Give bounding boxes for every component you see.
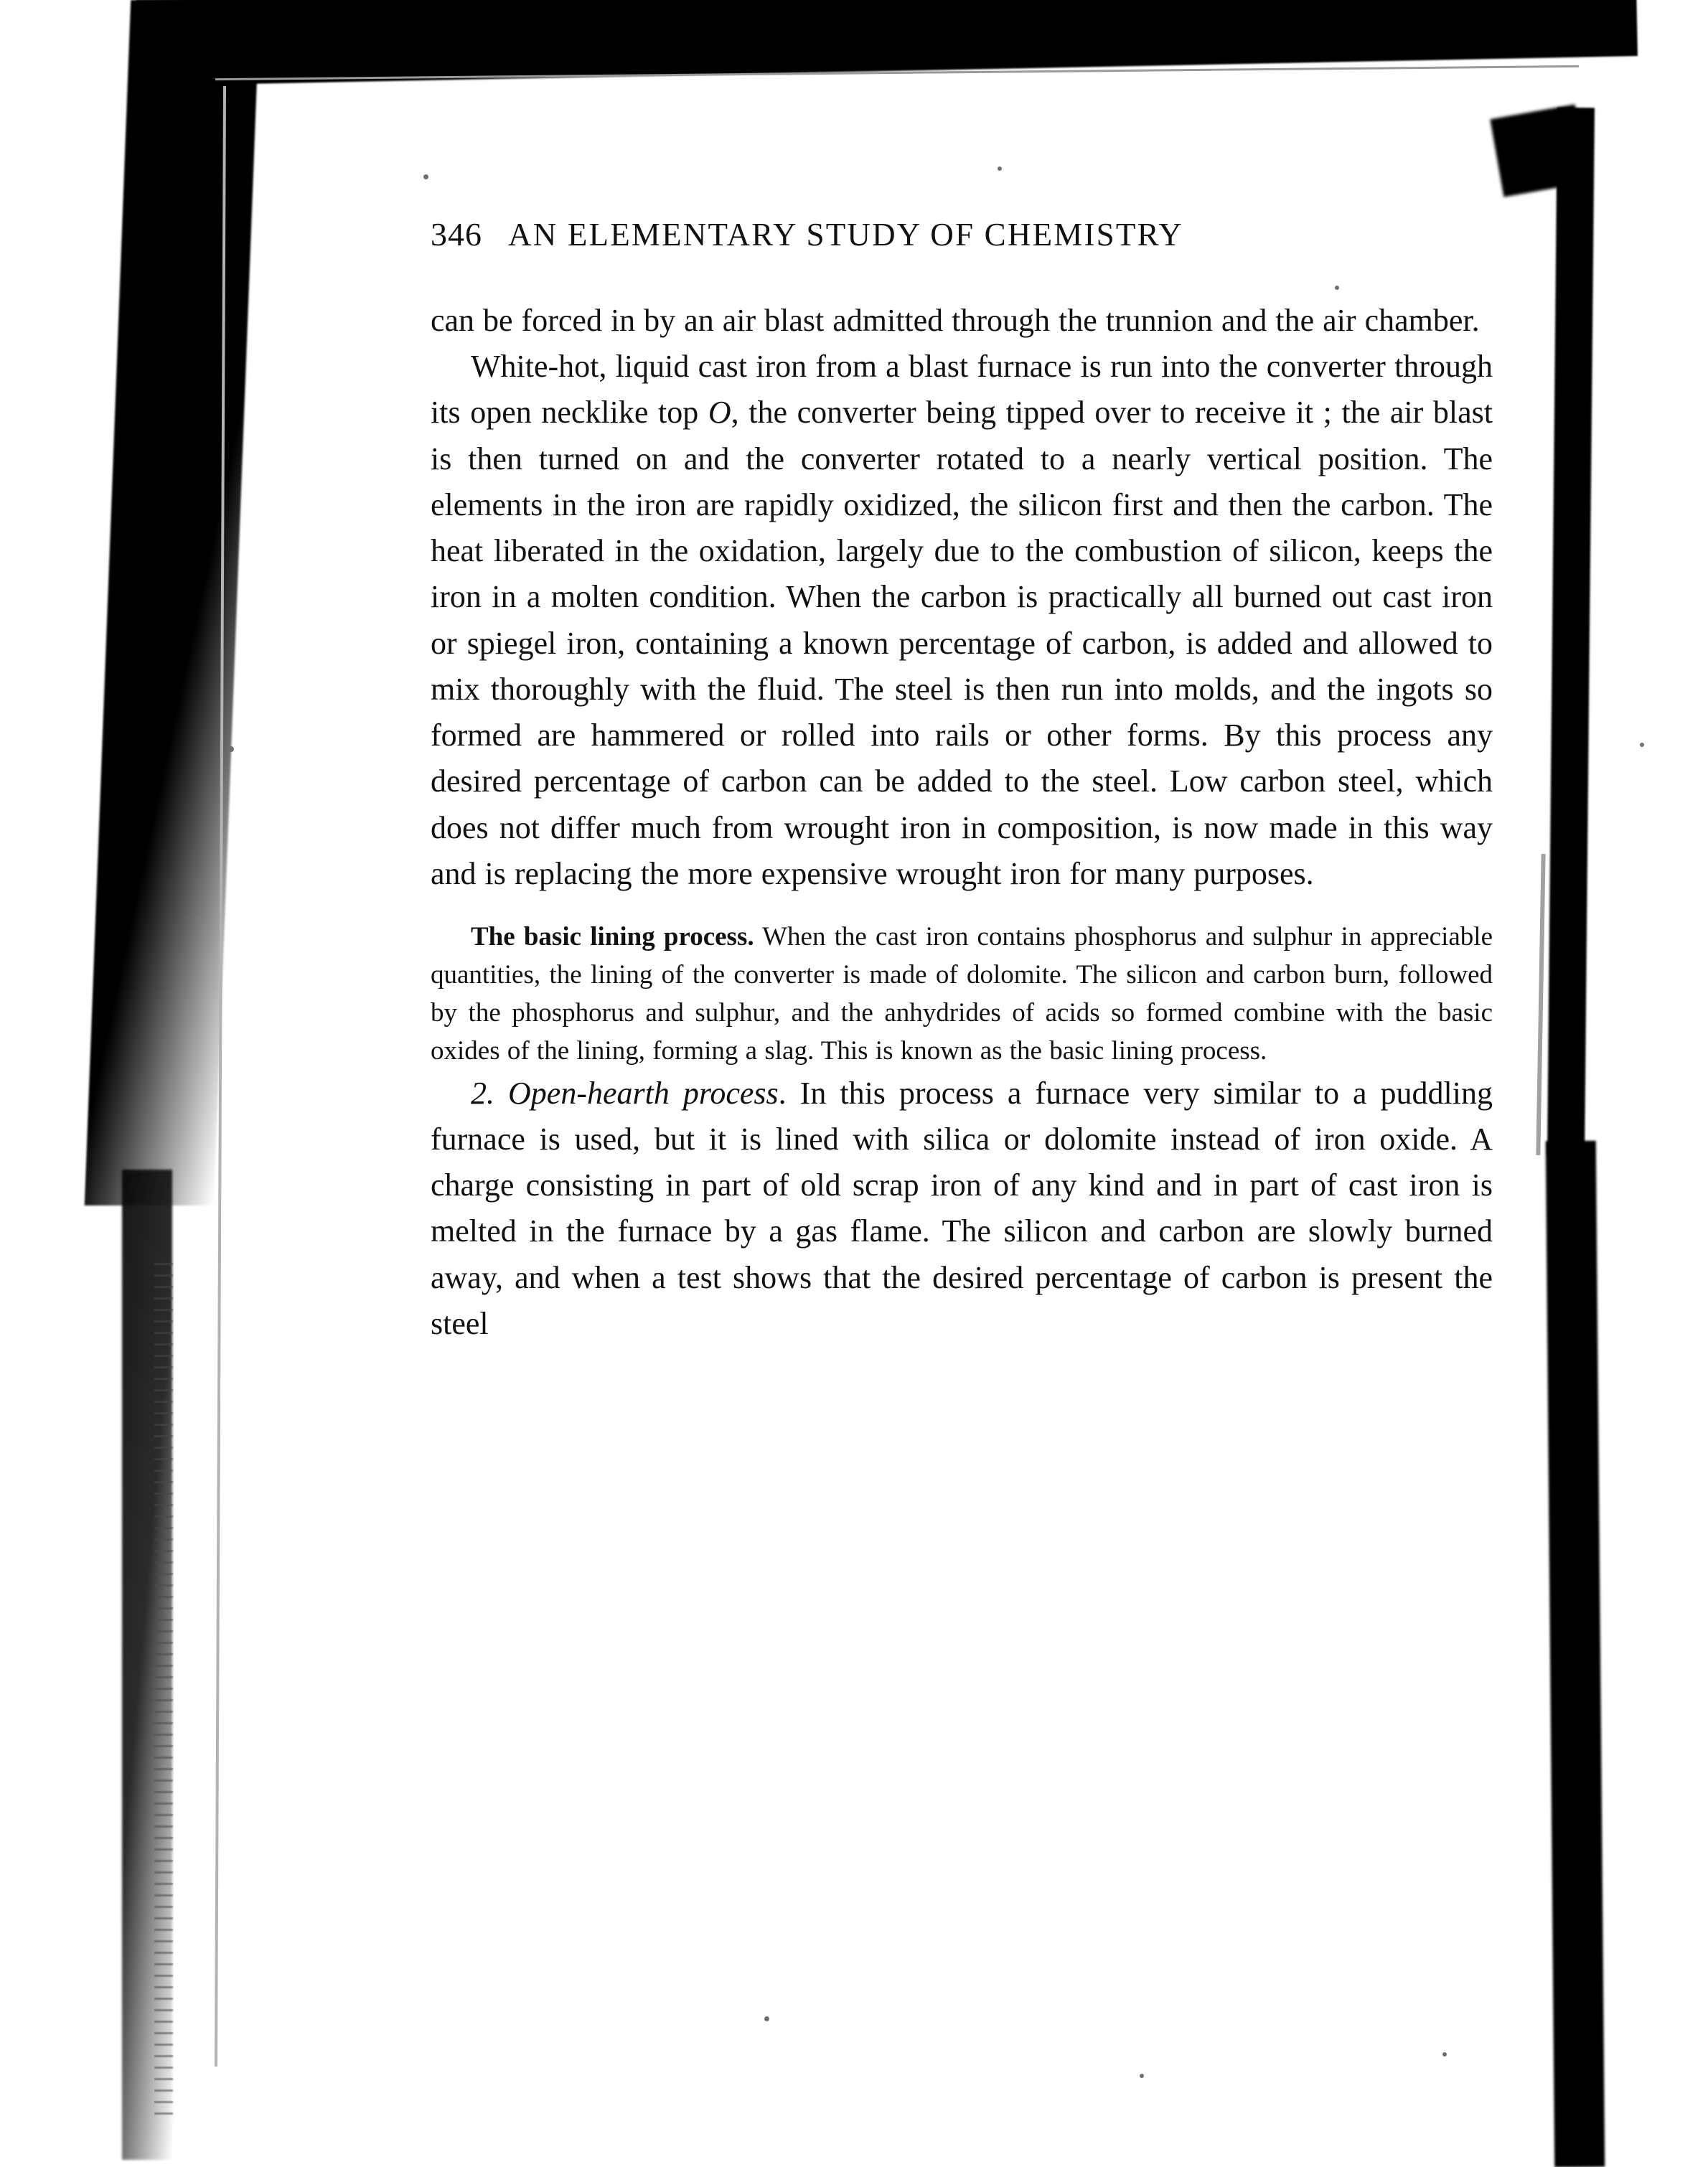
- paragraph-basic-lining: [431, 918, 1493, 1071]
- scan-speck: [998, 166, 1002, 171]
- paragraph-white-hot-part1: White-hot, liquid cast iron from a blast furnace is run into the converter through its open necklike top: [431, 349, 1493, 431]
- scan-speck: [764, 2016, 769, 2021]
- page-number: 346: [431, 216, 482, 253]
- paragraph-continuation: can be forced in by an air blast admitted through the trunnion and the air chamber.: [431, 303, 1480, 338]
- basic-lining-heading: The basic lining process.: [471, 922, 754, 952]
- page-header: [431, 215, 1493, 253]
- scan-texture-left: [154, 1263, 173, 2117]
- scan-speck: [1640, 743, 1644, 747]
- scan-edge-corner-right: [1490, 104, 1588, 197]
- running-head: AN ELEMENTARY STUDY OF CHEMISTRY: [508, 217, 1184, 253]
- open-hearth-body: . In this process a furnace very similar to a puddling furnace is used, but it is lined with silica or dolomite instead of iron oxide. A charge consisting in part of old scrap iron of any kind and in part of cast iron is melted in the furnace by a gas flame. The silicon and carbon are slowly burned away, and when a test shows that the desired percentage of carbon is present the steel: [431, 1075, 1493, 1341]
- scan-speck: [1140, 2074, 1144, 2078]
- scan-texture-right: [1536, 854, 1545, 1155]
- scan-speck: [423, 174, 428, 179]
- paragraph-white-hot: [431, 344, 1493, 897]
- open-hearth-number: 2.: [471, 1075, 509, 1111]
- scan-edge-shadow-right: [1547, 108, 1595, 1155]
- open-hearth-title: Open-hearth process: [508, 1075, 779, 1111]
- scan-edge-shadow-left: [85, 0, 261, 1205]
- paragraph-open-hearth: [431, 1071, 1493, 1347]
- basic-lining-body: When the cast iron contains phosphorus and sulphur in appreciable quantities, the lining of the converter is made of dolomite. The silicon and carbon burn, followed by the phosphorus and sulphur, and the anhydrides of acids so formed combine with the basic oxides of the lining, forming a slag. This is known as the basic lining process.: [431, 922, 1493, 1066]
- scan-speck: [228, 746, 234, 752]
- scan-speck: [1442, 2052, 1447, 2056]
- scan-edge-shadow-right-lower: [1546, 1141, 1605, 2167]
- page-text-column: [431, 215, 1493, 1347]
- paragraph-white-hot-part2: , the converter being tipped over to receive it ; the air blast is then turned on and the converter rotated to a nearly vertical position. The elements in the iron are rapidly oxidized, the silicon first and then the carbon. The heat liberated in the oxidation, largely due to the combustion of silicon, keeps the iron in a molten condition. When the carbon is practically all burned out cast iron or spiegel iron, containing a known percentage of carbon, is added and allowed to mix thoroughly with the fluid. The steel is then run into molds, and the ingots so formed are hammered or rolled into rails or other forms. By this process any desired percentage of carbon can be added to the steel. Low carbon steel, which does not differ much from wrought iron in composition, is now made in this way and is replacing the more expensive wrought iron for many purposes.: [431, 395, 1493, 891]
- converter-top-label: O: [708, 395, 731, 431]
